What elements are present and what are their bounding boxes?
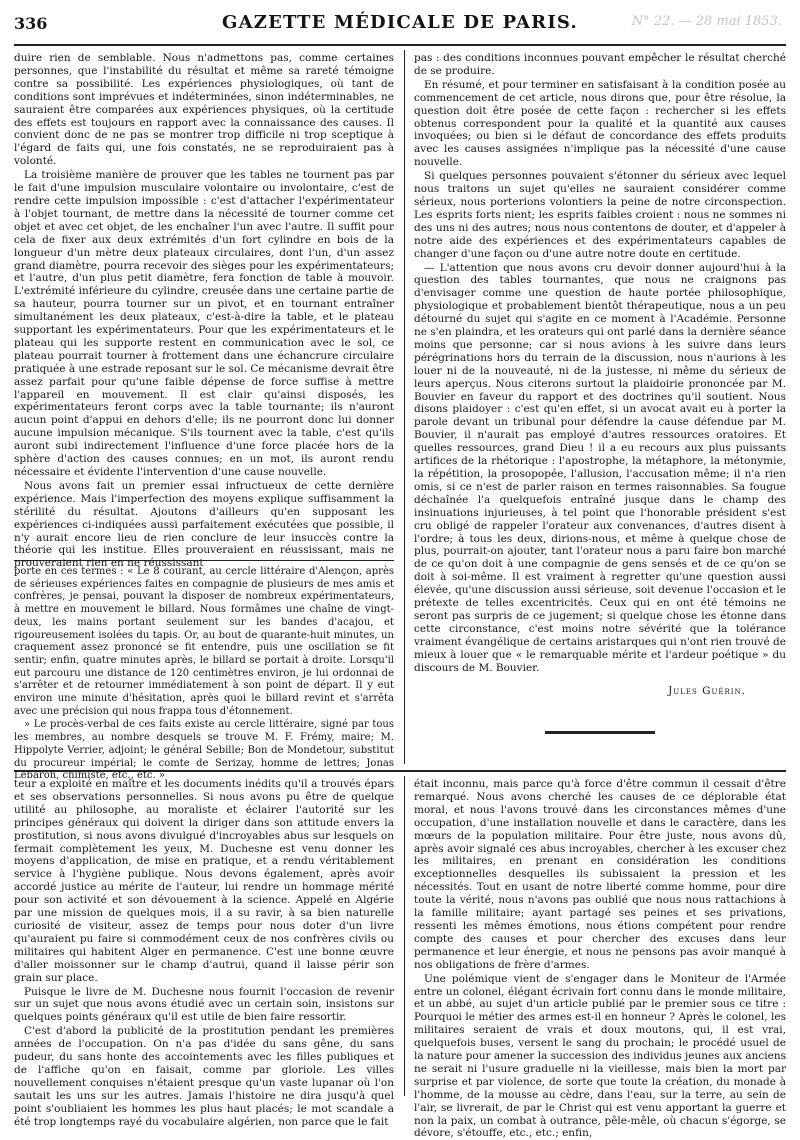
paragraph: duire rien de semblable. Nous n'admettons pas, comme certaines personnes, que l'instabilité du résultat et même sa rareté témoigne contre sa possibilité. Les expériences physiologiques, où tant de conditions sont imprévues et indéterminées, sinon indéterminables, ne sauraient être comparées aux expériences physiques, où la certitude des effets est toujours en rapport avec la connaissance des causes. Il convient donc de ne pas se montrer trop difficile ni trop sceptique à l'égard de faits qui, une fois constatés, ne se reproduiraient pas à volonté. bbox=[14, 52, 394, 168]
page-header bbox=[0, 0, 800, 34]
footnote-rule bbox=[14, 560, 394, 561]
footnote-paragraph: » Le procès-verbal de ces faits existe au cercle littéraire, signé par tous les membres, au nombre desquels se trouve M. F. Frémy, maire; M. Hippolyte Verrier, adjoint; le général Sebille; Bon de Mondetour, substitut du procureur impérial; le comte de Serizay, homme de lettres; Jonas Lebaron, chimiste, etc., etc. » bbox=[14, 719, 394, 782]
column-divider bbox=[404, 776, 405, 1096]
footnote bbox=[14, 566, 394, 782]
journal-title: GAZETTE MÉDICALE DE PARIS. bbox=[222, 12, 578, 33]
paragraph: En résumé, et pour terminer en satisfaisant à la condition posée au commencement de cet article, nous dirons que, pour être résolue, la question doit être posée de cette façon : rechercher si les effets obtenus correspondent pour la qualité et la quantité aux causes invoquées; ou bien si le défaut de concordance des effets produits avec les causes assignées n'implique pas la nécessité d'une cause nouvelle. bbox=[414, 78, 786, 169]
paragraph: C'est d'abord la publicité de la prostitution pendant les premières années de l'occupation. On n'a pas d'idée du sans gêne, du sans pudeur, du sans honte des accointements avec les filles publiques et de l'affiche qu'on en faisait, comme par gloriole. Les villes nouvellement conquises n'étaient presque qu'un vaste lupanar où l'on sautait les uns sur les autres. Jamais l'histoire ne dira jusqu'à quel point s'oubliaient les hommes les plus haut placés; le mot scandale a été trop longtemps rayé du vocabulaire algérien, non parce que le fait bbox=[14, 1025, 394, 1128]
column-divider bbox=[404, 50, 405, 764]
top-left-column bbox=[14, 52, 394, 570]
author-signature: Jules Guérin. bbox=[668, 684, 746, 697]
bottom-right-column bbox=[414, 778, 786, 1140]
section-rule bbox=[14, 770, 786, 772]
paragraph: Puisque le livre de M. Duchesne nous fournit l'occasion de revenir sur un sujet que nous avons étudié avec un certain soin, insistons sur quelques points généraux qu'il est utile de bien faire ressortir. bbox=[14, 985, 394, 1024]
bleed-through-text: N° 22. — 28 mai 1853. bbox=[631, 14, 782, 29]
paragraph: pas : des conditions inconnues pouvant empêcher le résultat cherché de se produire. bbox=[414, 52, 786, 77]
footnote-paragraph: porte en ces termes : « Le 8 courant, au cercle littéraire d'Alençon, après de sérieuses expériences faites en compagnie de plusieurs de mes amis et confrères, je pensai, pouvant la disposer de nombreux expérimentateurs, à mettre en mouvement le billard. Nous formâmes une chaîne de vingt-deux, les mains portant seulement sur les bandes d'acajou, et rigoureusement isolées du tapis. Or, au bout de quarante-huit minutes, un craquement assez prononcé se fit entendre, puis une oscillation se fit sentir; enfin, quatre minutes après, le billard se portait à droite. Lorsqu'il eut parcouru une distance de 120 centimètres environ, je lui ordonnai de s'arrêter et de retourner immédiatement à son point de départ. Il y eut environ une minute d'hésitation, après quoi le billard revint et s'arrêta avec une précision qui nous frappa tous d'étonnement. bbox=[14, 566, 394, 717]
top-right-column bbox=[414, 52, 786, 764]
paragraph: teur a exploité en maître et les documents inédits qu'il a trouvés épars et ses observations personnelles. Si nous avons pu être de quelque utilité au philosophe, au moraliste et éclairer l'autorité sur les principes généraux qui doivent la diriger dans son attitude envers la prostitution, si nous avons divulgué d'incroyables abus sur lesquels on fermait complètement les yeux, M. Duchesne est venu donner les moyens d'application, de mise en pratique, et a rendu véritablement service à l'hygiène publique. Nous devons également, après avoir accordé justice au mérite de l'auteur, lui rendre un hommage mérité pour son activité et son dévouement à la science. Appelé en Algérie par une mission de quelques mois, il a su ravir, à sa bien naturelle curiosité de visiteur, assez de temps pour nous doter d'un livre qu'auraient pu faire si commodément ceux de nos confrères civils ou militaires qui habitent Alger en permanence. C'est une bonne œuvre d'aller moissonner sur le champ d'autrui, quand il laisse périr son grain sur place. bbox=[14, 778, 394, 984]
paragraph: La troisième manière de prouver que les tables ne tournent pas par le fait d'une impulsion musculaire volontaire ou involontaire, c'est de rendre cette impulsion impossible : c'est d'attacher l'expérimentateur à l'objet tournant, de mettre dans la nécessité de tourner comme cet objet et avec cet objet, de les enchaîner l'un avec l'autre. Il suffit pour cela de fixer aux deux extrémités d'un fort cylindre en bois de la longueur d'un mètre deux plateaux circulaires, dont l'un, d'un assez grand diamètre, pourra recevoir des sièges pour les expérimentateurs; et l'autre, d'un plus petit diamètre, fera fonction de table à mouvoir. L'extrémité inférieure du cylindre, creusée dans une certaine partie de sa hauteur, pourra tourner sur un pivot, et en tournant entraîner simultanément les deux plateaux, c'est-à-dire la table, et le plateau supportant les expérimentateurs. Pour que les expérimentateurs et le plateau qui les supporte restent en communication avec le sol, ce plateau pourrait tourner à frottement dans une échancrure circulaire pratiquée à une estrade reposant sur le sol. Ce mécanisme devrait être assez parfait pour qu'une faible dépense de force suffise à mettre l'appareil en mouvement. Il est clair qu'ainsi disposés, les expérimentateurs feront corps avec la table tournante; ils n'auront aucun point d'appui en dehors d'elle; ils ne pourront donc lui donner aucune impulsion mécanique. S'ils tournent avec la table, c'est qu'ils auront subi indirectement l'influence d'une force placée hors de la sphère d'action des causes connues; en un mot, ils auront rendu nécessaire et évidente l'intervention d'une cause nouvelle. bbox=[14, 169, 394, 478]
paragraph: Si quelques personnes pouvaient s'étonner du sérieux avec lequel nous traitons un sujet qu'elles ne sauraient considérer comme sérieux, nous porterions volontiers la peine de notre circonspection. Les esprits forts nient; les esprits faibles croient : nous ne sommes ni des uns ni des autres; nous nous contentons de douter, et d'appeler à notre aide des expériences et des expérimentateurs capables de changer d'une façon ou d'une autre notre doute en certitude. bbox=[414, 170, 786, 260]
article-separator bbox=[545, 731, 655, 734]
paragraph: Nous avons fait un premier essai infructueux de cette dernière expérience. Mais l'imperfection des moyens explique suffisamment la stérilité du résultat. Ajoutons d'ailleurs qu'en supposant les expériences ci-indiquées aussi parfaitement exécutées que possible, il n'y aurait encore lieu de rien conclure de leur insuccès contre la théorie qui les institue. Elles prouveraient en réussissant, mais ne prouveraient rien en ne réussissant bbox=[14, 479, 394, 570]
bottom-left-column bbox=[14, 778, 394, 1128]
paragraph: Une polémique vient de s'engager dans le Moniteur de l'Armée entre un colonel, élégant écrivain fort connu dans le monde militaire, et un abbé, au sujet d'un article publié par le premier sous ce titre : Pourquoi le métier des armes est-il en honneur ? Après le colonel, les militaires seraient de vrais et doux moutons, qui, il est vrai, quelquefois buses, versent le sang du prochain; le procédé usuel de la nature pour amener la succession des individus jeunes aux anciens ne serait ni l'usure graduelle ni la vieillesse, mais bien la mort par surprise et par violence, de sorte que toute la création, du monade à l'homme, de la mousse au cèdre, dans l'eau, sur la terre, au sein de l'air, se livrerait, de par le Christ qui est venu apportant la guerre et non la paix, un combat à outrance, pêle-mêle, où chacun s'égorge, se dévore, s'étouffe, etc., etc.; enfin, bbox=[414, 972, 786, 1140]
header-rule bbox=[14, 44, 786, 46]
page-number: 336 bbox=[14, 14, 48, 33]
paragraph: était inconnu, mais parce qu'à force d'être commun il cessait d'être remarqué. Nous avons cherché les causes de ce déplorable état moral, et nous l'avons trouvé dans les circonstances mêmes d'une occupation, d'une installation nouvelle et dans le caractère, dans les mœurs de la population militaire. Pour être juste, nous avons dû, après avoir signalé ces abus incroyables, chercher à les excuser chez les militaires, en prenant en considération les conditions exceptionnelles desquelles ils subissaient la pression et les nécessités. Tout en usant de notre liberté comme homme, pour dire toute la vérité, nous n'avons pas oublié que nous nous rattachions à la famille militaire; ayant partagé ses peines et ses privations, ressenti les mêmes émotions, nous étions compétent pour rendre compte des causes et pour chercher des excuses dans leur permanence et leur énergie, et nous ne pensons pas avoir manqué à nos obligations de frère d'armes. bbox=[414, 778, 786, 971]
paragraph: — L'attention que nous avons cru devoir donner aujourd'hui à la question des tables tournantes, que nous ne craignons pas d'envisager comme une question de haute portée philosophique, physiologique et probablement bientôt thérapeutique, nous a un peu détourné du sujet qui s'agite en ce moment à l'Académie. Personne ne s'en plaindra, et les orateurs qui ont parlé dans la dernière séance moins que personne; car si nous avions à les suivre dans leurs pérégrinations hors du terrain de la discussion, nous n'aurions à les louer ni de la nouveauté, ni de la justesse, ni même du sérieux de leurs aperçus. Nous citerons surtout la plaidoirie prononcée par M. Bouvier en faveur du rapport et des doctrines qu'il soutient. Nous disons plaidoyer : c'est qu'en effet, si un avocat avait eu à porter la parole devant un tribunal pour défendre la cause défendue par M. Bouvier, il n'aurait pas employé d'autres ressources oratoires. Et quelles ressources, grand Dieu ! il a eu recours aux plus puissants artifices de la rhétorique : l'apostrophe, la métaphore, la métonymie, la répétition, la prosopopée, l'allusion, l'accusation même; il n'a rien omis, si ce n'est de parler raison en termes raisonnables. Sa fougue déchaînée l'a quelquefois entraîné jusque dans le champ des insinuations injurieuses, à tel point que l'honorable président s'est cru obligé de rappeler l'orateur aux convenances, d'autres disent à l'ordre; à tous les deux, dirions-nous, et même à quelque chose de plus, pourrait-on ajouter, tant l'orateur nous a paru faire bon marché de ce qu'on doit à une compagnie de gens sensés et de ce qu'on se doit à soi-même. Il est vraiment à regretter qu'une question aussi élevée, qu'une discussion aussi sérieuse, soit devenue l'occasion et le prétexte de telles excentricités. Ceux qui en ont été témoins ne seront pas surpris de ce jugement; si quelque chose les étonne dans cette circonstance, c'est moins notre sévérité que la tolérance vraiment évangélique de certains aristarques qui n'ont rien trouvé de mieux à louer que « le remarquable mérite et l'ardeur poétique » du discours de M. Bouvier. bbox=[414, 261, 786, 674]
